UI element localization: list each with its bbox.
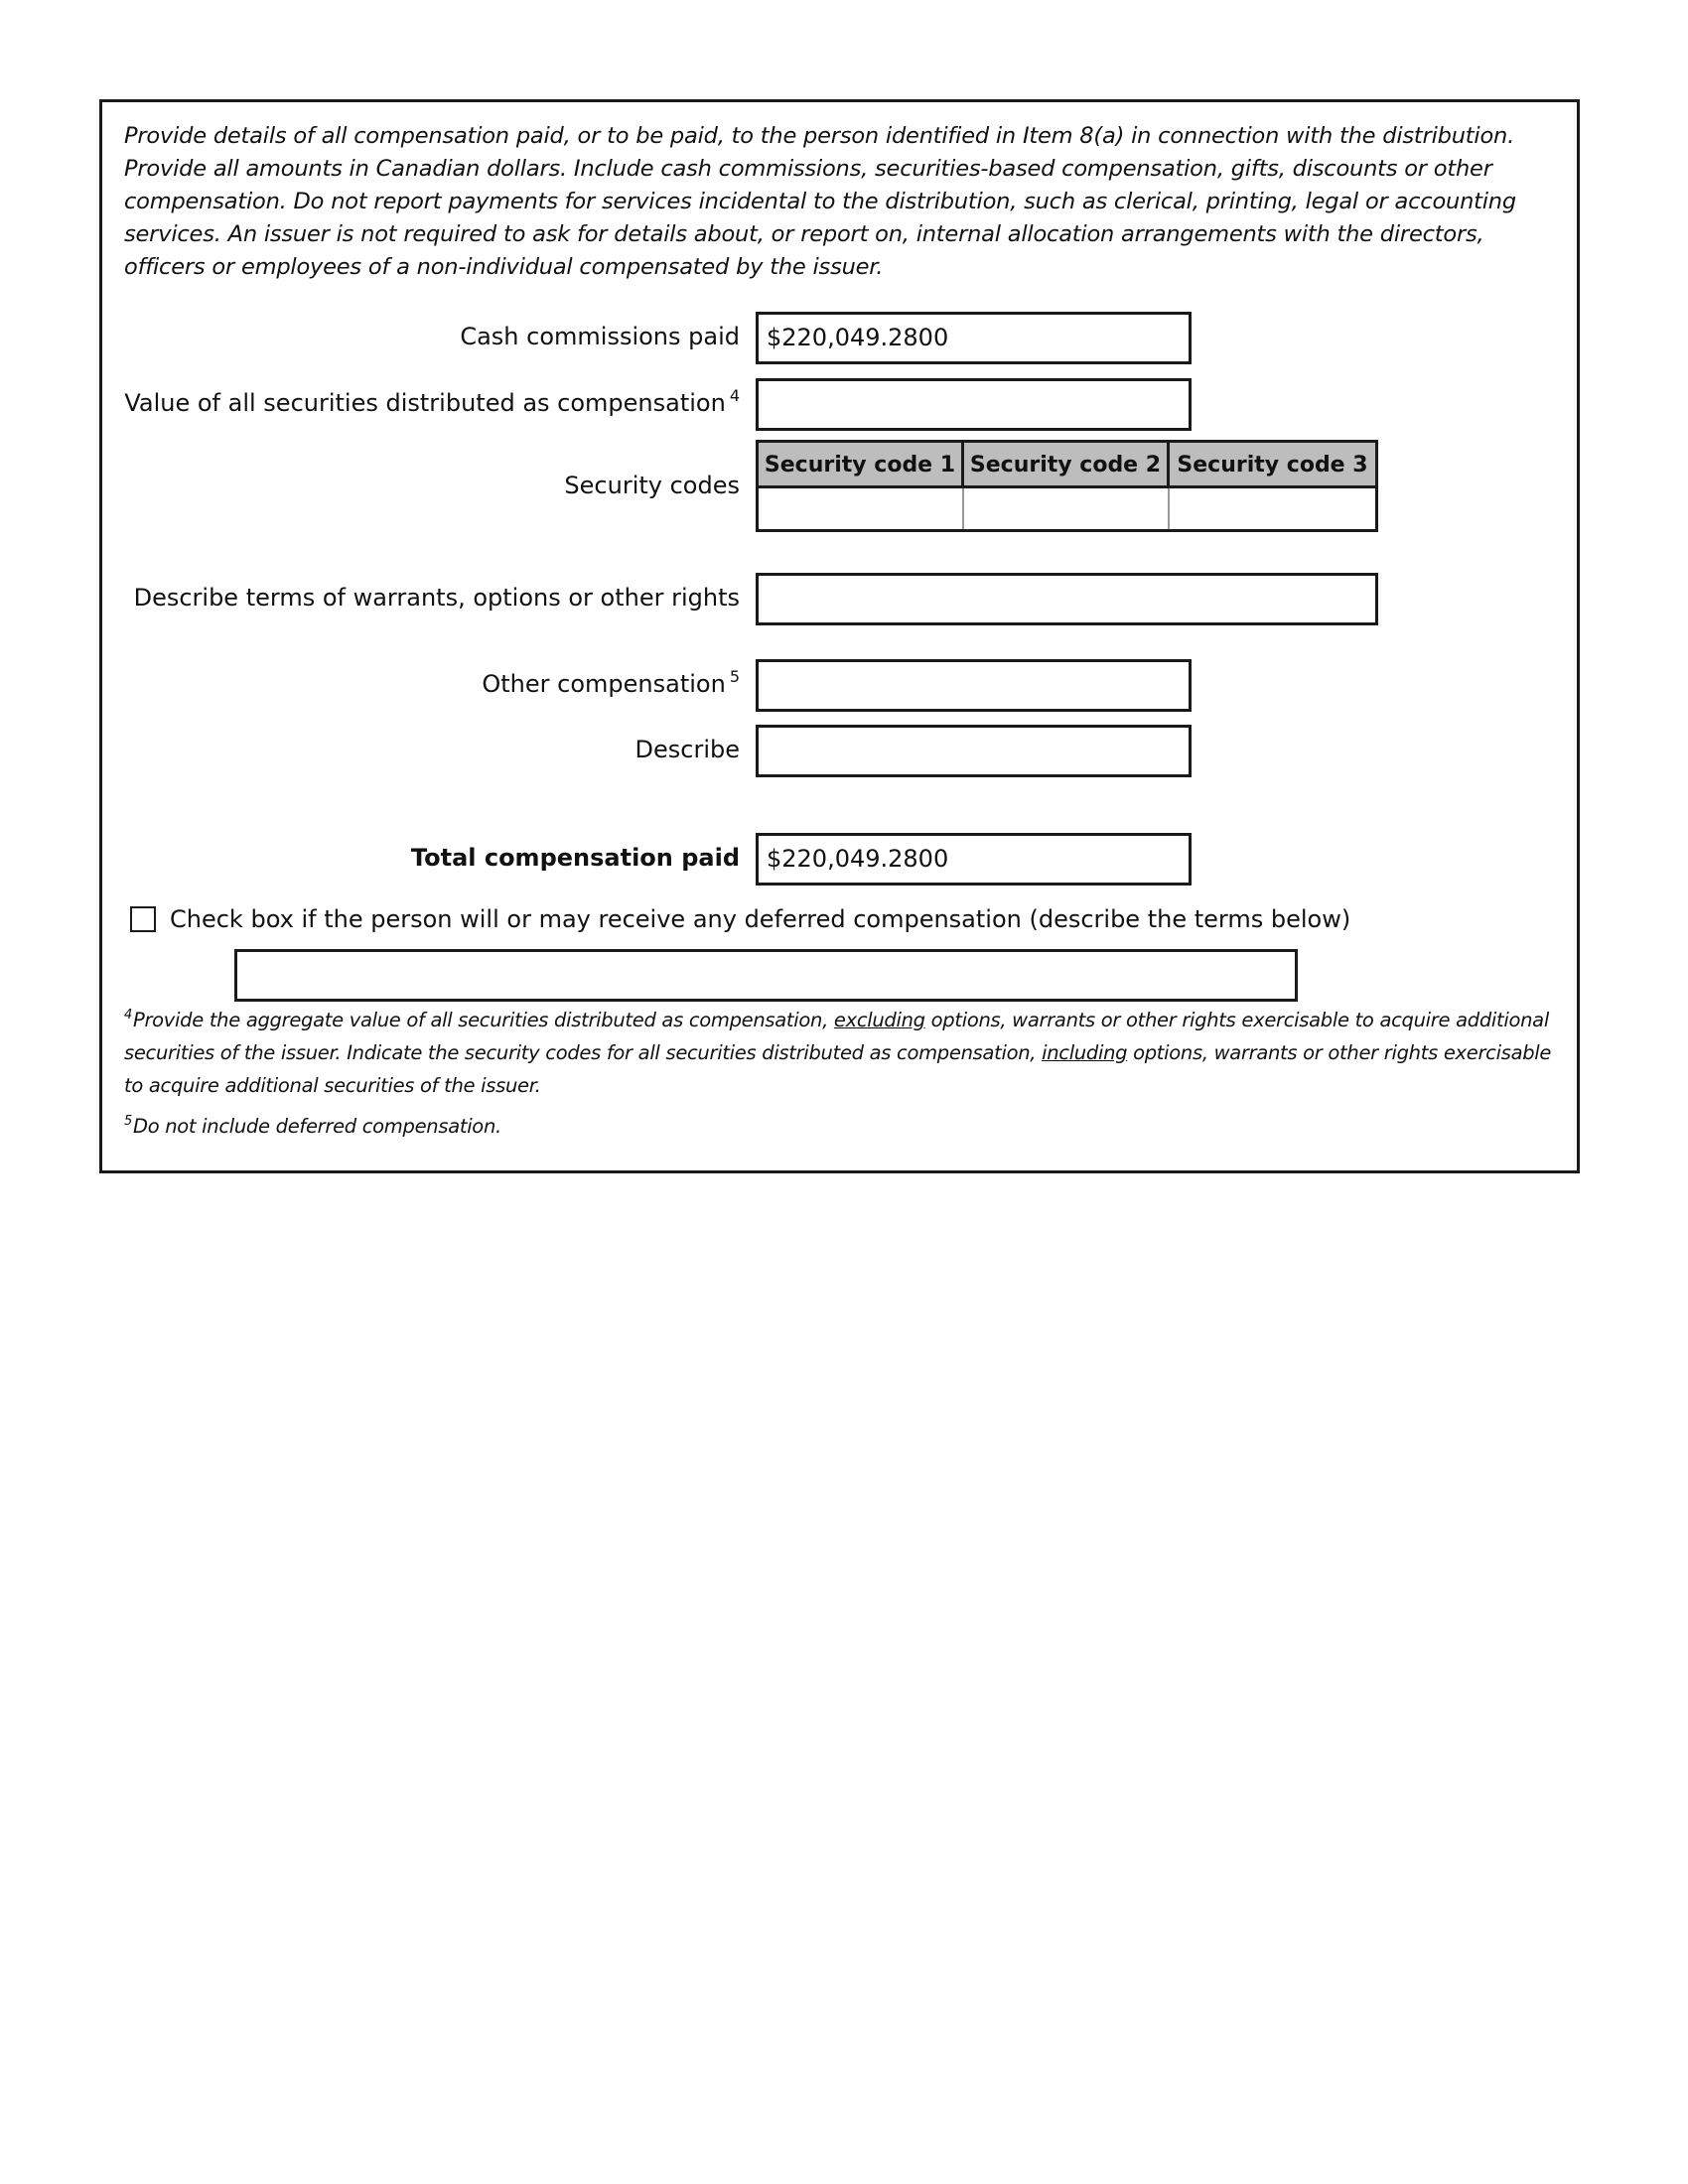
security-code-2-field[interactable]	[964, 488, 1170, 529]
security-codes-label: Security codes	[564, 472, 740, 499]
total-compensation-label: Total compensation paid	[410, 844, 740, 872]
securities-value-field[interactable]	[756, 378, 1192, 431]
security-code-2-header: Security code 2	[964, 443, 1170, 488]
deferred-terms-field[interactable]	[234, 949, 1298, 1002]
footnotes	[124, 1004, 1554, 1143]
security-code-3-field[interactable]	[1170, 488, 1375, 529]
footnote-ref-5: 5	[729, 667, 740, 686]
deferred-compensation-label: Check box if the person will or may receive any deferred compensation (describe the terms below)	[170, 905, 1351, 933]
warrant-terms-field[interactable]	[756, 573, 1378, 625]
footnote-4: $^4$Provide the aggregate value of all securities distributed as compensation, excluding options, warrants or other rights exercisable to acquire additional securities of the issuer. Indicate the security codes for all securities distributed as compensation, including options, warrants or other rights exercisable to acquire additional securities of the issuer.	[124, 1008, 1552, 1097]
securities-value-label: Value of all securities distributed as compensation $^4$	[124, 386, 740, 417]
total-compensation-field[interactable]: $220,049.2800	[756, 833, 1192, 886]
compensation-form-panel	[99, 99, 1580, 1173]
cash-commissions-label: Cash commissions paid	[460, 323, 740, 350]
instructions-text: Provide details of all compensation paid, or to be paid, to the person identified in Item 8(a) in connection with the distribution. Provide all amounts in Canadian dollars. Include cash commissions, securities-based compensation, gifts, discounts or other compensation. Do not report payments for services incidental to the distribution, such as clerical, printing, legal or accounting services. An issuer is not required to ask for details about, or report on, internal allocation arrangements with the directors, officers or employees of a non-individual compensated by the issuer.	[124, 123, 1516, 280]
footnote-5: $^5$Do not include deferred compensation.	[124, 1114, 501, 1138]
describe-field[interactable]	[756, 725, 1192, 777]
footnote-ref-4: 4	[729, 386, 740, 405]
security-code-1-header: Security code 1	[759, 443, 964, 488]
deferred-compensation-checkbox[interactable]	[130, 906, 156, 932]
describe-label: Describe	[634, 736, 740, 763]
security-code-3-header: Security code 3	[1170, 443, 1375, 488]
security-code-1-field[interactable]	[759, 488, 964, 529]
warrant-terms-label: Describe terms of warrants, options or other rights	[133, 584, 740, 612]
security-codes-table	[756, 440, 1378, 532]
other-compensation-field[interactable]	[756, 659, 1192, 712]
other-compensation-label: Other compensation $^5$	[482, 667, 740, 698]
cash-commissions-field[interactable]: $220,049.2800	[756, 312, 1192, 364]
